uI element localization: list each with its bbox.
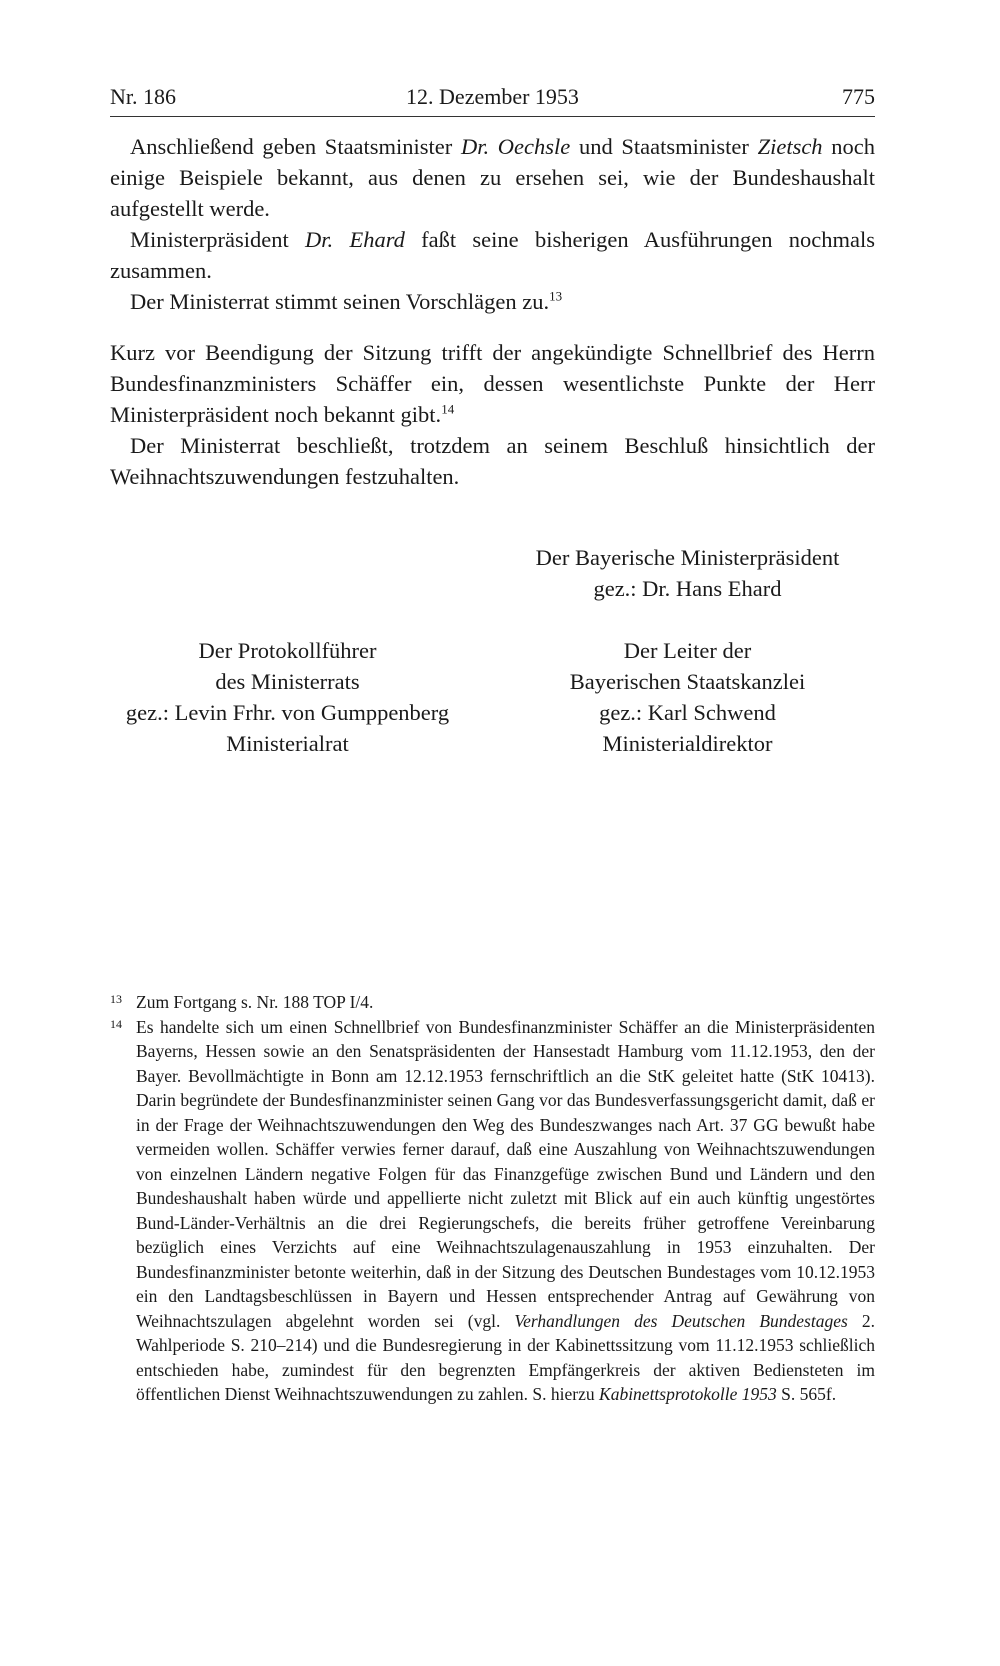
text-span: faßt seine bisherigen Ausführungen nochmals zusammen. (110, 227, 875, 283)
footnote-number: 13 (110, 992, 122, 1006)
footnote (110, 990, 875, 1015)
paragraph (110, 224, 875, 286)
text-span: Der Ministerrat stimmt seinen Vorschlägen zu. (130, 289, 550, 314)
document-number: Nr. 186 (110, 84, 176, 109)
footnote-text: 2. Wahlperiode S. 210–214) und die Bundesregierung in der Kabinettssitzung vom 11.12.1953 schließlich entschieden habe, zumindest für den begrenzten Empfängerkreis der aktiven Bediensteten im öffentlichen Dienst Weihnachtszuwendungen zu zahlen. S. hierzu (136, 1310, 875, 1404)
signature-block-protocol (110, 635, 465, 759)
text-span: Der Ministerrat beschließt, trotzdem an seinem Beschluß hinsichtlich der Weihnachtszuwendungen festzuhalten. (110, 433, 875, 489)
signature-name: gez.: Karl Schwend (599, 700, 776, 725)
main-text (110, 131, 875, 492)
footnotes (110, 990, 875, 1407)
signature-title: Der Protokollführer (198, 638, 377, 663)
document-page (110, 80, 875, 1404)
text-span: noch einige Beispiele bekannt, aus denen zu ersehen sei, wie der Bundeshaushalt aufgestellt werde. (110, 134, 875, 221)
text-span: und Staatsminister (570, 134, 758, 159)
footnote-text: Es handelte sich um einen Schnellbrief von Bundesfinanzminister Schäffer an die Ministerpräsidenten Bayerns, Hessen sowie an den Senatspräsidenten der Hansestadt Hamburg vom 11.12.1953, den der Bayer. Bevollmächtigte in Bonn am 12.12.1953 fernschriftlich an die StK geleitet hatte (StK 10413). Darin begründete der Bundesfinanzminister seinen Gang vor das Bundesverfassungsgericht damit, daß er in der Frage der Weihnachtszuwendungen den Weg des Bundeszwanges nach Art. 37 GG bewußt habe vermeiden wollen. Schäffer verwies ferner darauf, daß eine Auszahlung von Weihnachtszuwendungen von einzelnen Ländern negative Folgen für das Finanzgefüge zwischen Bund und Ländern und den Bundeshaushalt haben würde und appellierte nicht zuletzt mit Blick auf ein auch künftig ungestörtes Bund-Länder-Verhältnis an die drei Regierungschefs, die bereits früher getroffene Vereinbarung bezüglich eines Verzichts auf eine Weihnachtszulagenauszahlung in 1953 einzuhalten. Der Bundesfinanzminister betonte weiterhin, daß in der Sitzung des Deutschen Bundestages vom 10.12.1953 ein den Landtagsbeschlüssen in Bayern und Hessen entsprechender Antrag auf Gewährung von Weihnachtszulagen abgelehnt worden sei (vgl. (136, 1016, 875, 1331)
footnote (110, 1015, 875, 1407)
footnote-ref[interactable]: 14 (441, 401, 455, 417)
signature-title: des Ministerrats (215, 669, 360, 694)
person-name: Zietsch (757, 134, 823, 159)
page-number: 775 (842, 84, 875, 109)
paragraph (110, 286, 875, 317)
paragraph (110, 337, 875, 430)
footnote-ref[interactable]: 13 (549, 288, 563, 304)
footnote-number: 14 (110, 1016, 122, 1031)
signature-name: gez.: Levin Frhr. von Gumppenberg (125, 700, 450, 725)
paragraph (110, 430, 875, 492)
signature-block-chancellery (520, 635, 855, 759)
header-date: 12. Dezember 1953 (406, 84, 579, 109)
signature-name: gez.: Dr. Hans Ehard (593, 576, 782, 601)
citation-title: Verhandlungen des Deutschen Bundestages (514, 1310, 848, 1331)
footnote-text: S. 565f. (776, 1384, 837, 1404)
signature-title: Der Bayerische Ministerpräsident (535, 545, 840, 570)
signature-block-minister-president (520, 542, 855, 604)
signature-title: Der Leiter der (623, 638, 752, 663)
person-name: Dr. Ehard (305, 227, 405, 252)
paragraph (110, 131, 875, 224)
signature-rank: Ministerialdirektor (602, 731, 773, 756)
signature-rank: Ministerialrat (226, 731, 349, 756)
text-span: Anschließend geben Staatsminister (130, 134, 461, 159)
citation-title: Kabinettsprotokolle 1953 (599, 1384, 777, 1404)
text-span: Kurz vor Beendigung der Sitzung trifft der angekündigte Schnellbrief des Herrn Bundesfinanzministers Schäffer ein, dessen wesentlichste Punkte der Herr Ministerpräsident noch bekannt gibt. (110, 340, 875, 427)
footnote-text: Zum Fortgang s. Nr. 188 TOP I/4. (136, 992, 374, 1012)
running-header (110, 80, 875, 117)
person-name: Dr. Oechsle (460, 134, 571, 159)
signature-title: Bayerischen Staatskanzlei (569, 669, 806, 694)
text-span: Ministerpräsident (130, 227, 306, 252)
